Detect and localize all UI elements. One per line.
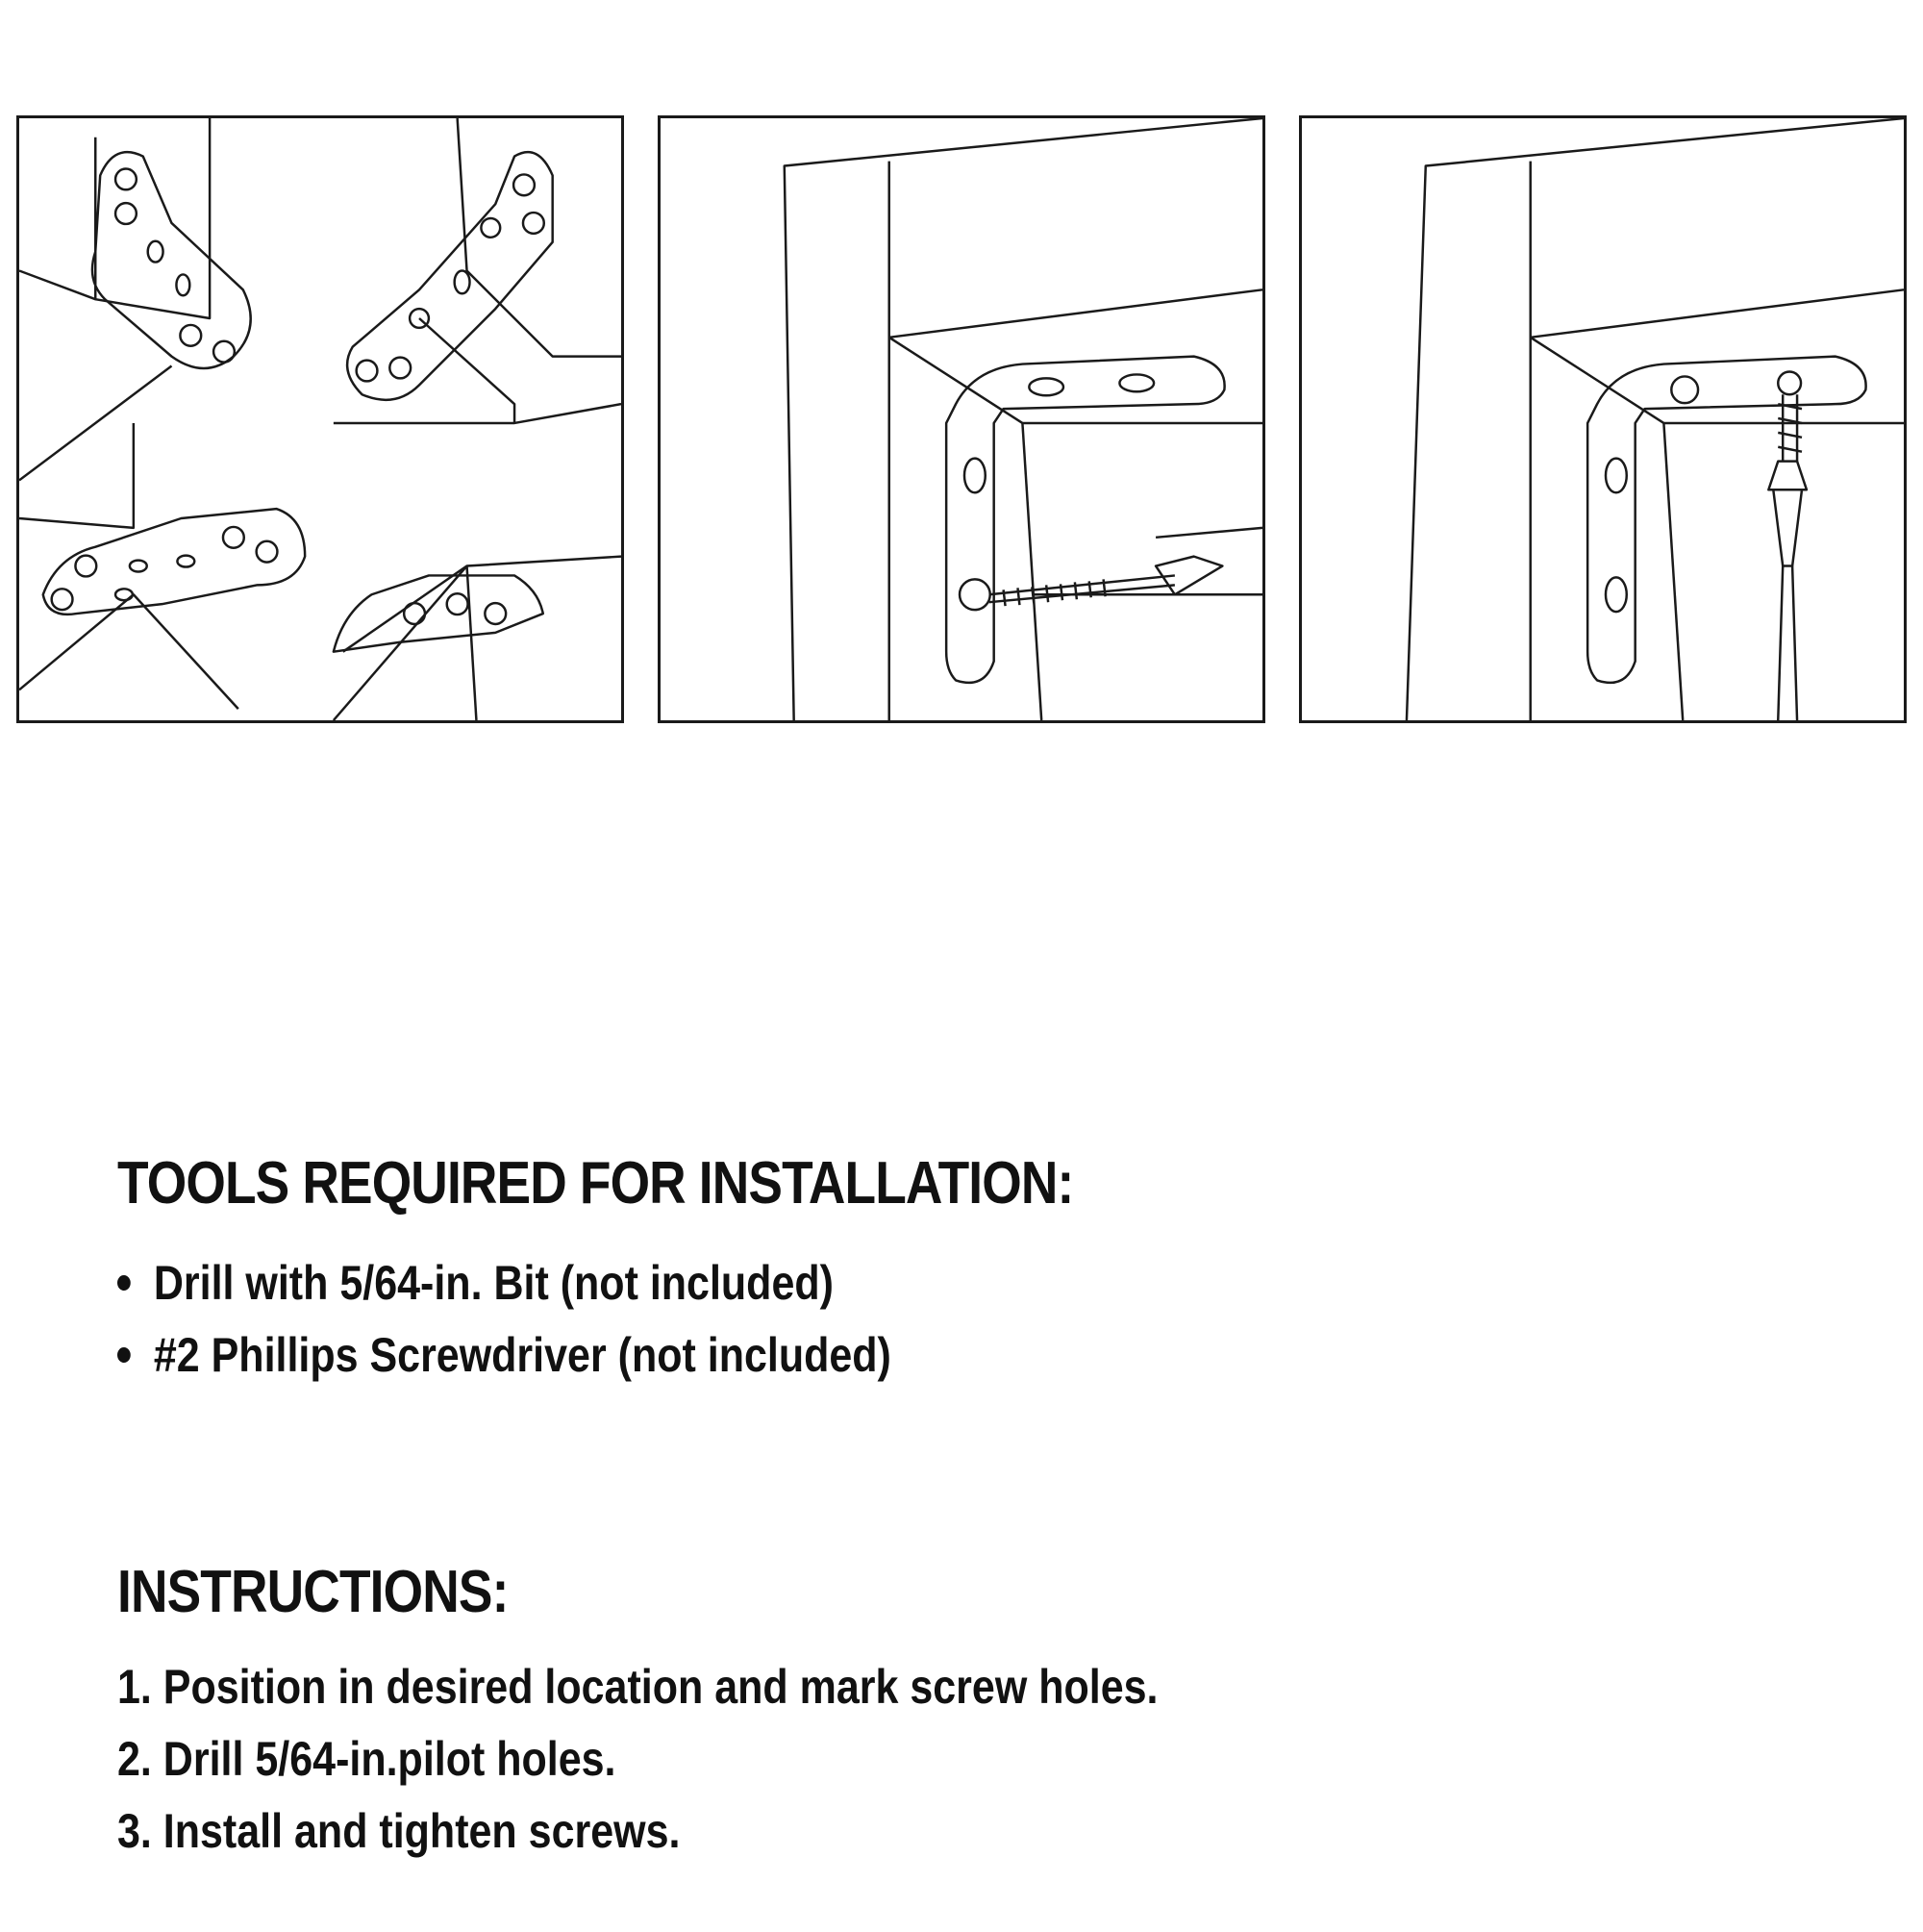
illustration-install-side-screw xyxy=(658,115,1265,723)
tool-item xyxy=(117,1327,891,1383)
tool-item-label: Drill with 5/64-in. Bit (not included) xyxy=(153,1256,834,1310)
bullet-icon xyxy=(117,1275,131,1291)
tools-heading: TOOLS REQUIRED FOR INSTALLATION: xyxy=(117,1150,1074,1217)
illustration-tighten-top-screw xyxy=(1299,115,1907,723)
instruction-step: 3. Install and tighten screws. xyxy=(117,1804,681,1858)
tool-item-label: #2 Phillips Screwdriver (not included) xyxy=(153,1328,891,1382)
instructions-heading: INSTRUCTIONS: xyxy=(117,1559,509,1625)
tool-item xyxy=(117,1255,834,1311)
bullet-icon xyxy=(117,1347,131,1363)
instruction-step: 2. Drill 5/64-in.pilot holes. xyxy=(117,1732,616,1786)
illustration-corner-brace-variants xyxy=(16,115,624,723)
instruction-step: 1. Position in desired location and mark screw holes. xyxy=(117,1660,1159,1714)
